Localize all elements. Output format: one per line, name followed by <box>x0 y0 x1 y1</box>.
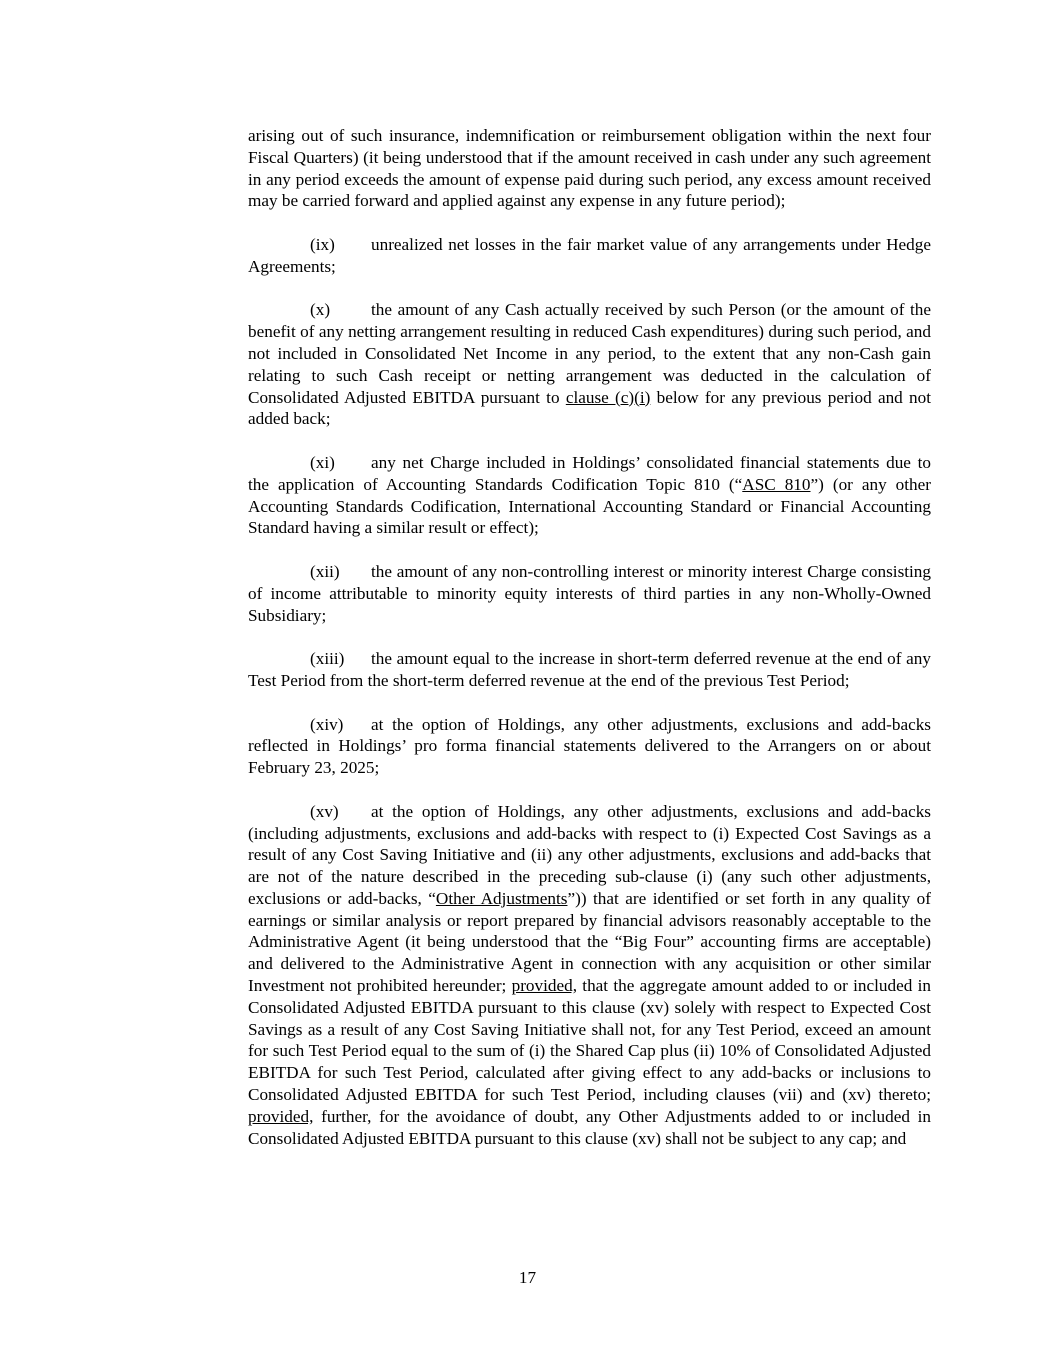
clause-text: ”)) that are identified or set forth in any quality of earnings or similar analysis or report prepared by financial advisors reasonably acceptable to the Administrative Agent (it being understood that the “Big Four” accounting firms are acceptable) and delivered to the Administrative Agent in connection with any acquisition or other similar Investment not prohibited hereunder; <box>248 888 931 996</box>
document-body <box>248 125 931 1171</box>
proviso-term: provided, <box>511 976 578 996</box>
clause-text: further, for the avoidance of doubt, any Other Adjustments added to or included in Consolidated Adjusted EBITDA pursuant to this clause (xv) shall not be subject to any cap; and <box>248 1106 931 1148</box>
clause-number: (xii) <box>310 561 340 581</box>
clause-number: (xiii) <box>310 649 345 669</box>
clause-number: (xiv) <box>310 714 344 734</box>
clause-number: (xi) <box>310 452 335 472</box>
clause-xv <box>248 801 931 1150</box>
clause-text: the amount of any non-controlling interest or minority interest Charge consisting of income attributable to minority equity interests of third parties in any non-Wholly-Owned Subsidiary; <box>248 561 931 625</box>
paragraph-text: arising out of such insurance, indemnification or reimbursement obligation within the next four Fiscal Quarters) (it being understood that if the amount received in cash under any such agreement in any period exceeds the amount of expense paid during such period, any excess amount received may be carried forward and applied against any expense in any future period); <box>248 126 931 211</box>
clause-text: the amount equal to the increase in short-term deferred revenue at the end of any Test Period from the short-term deferred revenue at the end of the previous Test Period; <box>248 649 931 690</box>
clause-text: below for any previous period and not added back; <box>248 387 932 429</box>
clause-text: at the option of Holdings, any other adjustments, exclusions and add-backs (including adjustments, exclusions and add-backs with respect to (i) Expected Cost Savings as a result of any Cost Saving Initiative and (ii) any other adjustments, exclusions and add-backs that are not of the nature described in the preceding sub-clause (i) (any such other adjustments, exclusions or add-backs, “ <box>248 801 931 908</box>
clause-text: unrealized net losses in the fair market value of any arrangements under Hedge Agreements; <box>248 234 931 276</box>
clause-text: at the option of Holdings, any other adjustments, exclusions and add-backs reflected in Holdings’ pro forma financial statements delivered to the Arrangers on or about February 23, 2025; <box>248 714 931 778</box>
clause-text: ”) (or any other Accounting Standards Codification, International Accounting Standard or Financial Accounting Standard having a similar result or effect); <box>248 474 932 538</box>
clause-text: that the aggregate amount added to or included in Consolidated Adjusted EBITDA pursuant to this clause (xv) solely with respect to Expected Cost Savings as a result of any Cost Saving Initiative shall not, for any Test Period, exceed an amount for such Test Period equal to the sum of (i) the Shared Cap plus (ii) 10% of Consolidated Adjusted EBITDA for such Test Period, calculated after giving effect to any add-backs or inclusions to Consolidated Adjusted EBITDA for such Test Period, including clauses (vii) and (xv) thereto; <box>248 976 931 1105</box>
clause-number: (ix) <box>310 234 335 254</box>
paragraph-continuation <box>248 125 931 212</box>
clause-xii <box>248 561 931 626</box>
clause-xiv <box>248 714 931 779</box>
clause-number: (x) <box>310 300 331 320</box>
clause-xi <box>248 452 931 539</box>
page-number: 17 <box>518 1268 537 1287</box>
clause-text: the amount of any Cash actually received by such Person (or the amount of the benefit of any netting arrangement resulting in reduced Cash expenditures) during such period, and not included in Consolidated Net Income in any period, to the extent that any non-Cash gain relating to such Cash receipt or netting arrangement was deducted in the calculation of Consolidated Adjusted EBITDA pursuant to <box>248 300 931 407</box>
defined-term: Other Adjustments <box>435 888 568 908</box>
proviso-term: provided, <box>248 1106 314 1126</box>
clause-x <box>248 299 931 430</box>
clause-ix <box>248 234 931 278</box>
clause-number: (xv) <box>310 801 339 821</box>
clause-xiii <box>248 648 931 692</box>
clause-text: any net Charge included in Holdings’ consolidated financial statements due to the application of Accounting Standards Codification Topic 810 (“ <box>248 452 931 494</box>
clause-reference: clause (c)(i) <box>565 387 651 407</box>
defined-term: ASC 810 <box>742 474 811 494</box>
